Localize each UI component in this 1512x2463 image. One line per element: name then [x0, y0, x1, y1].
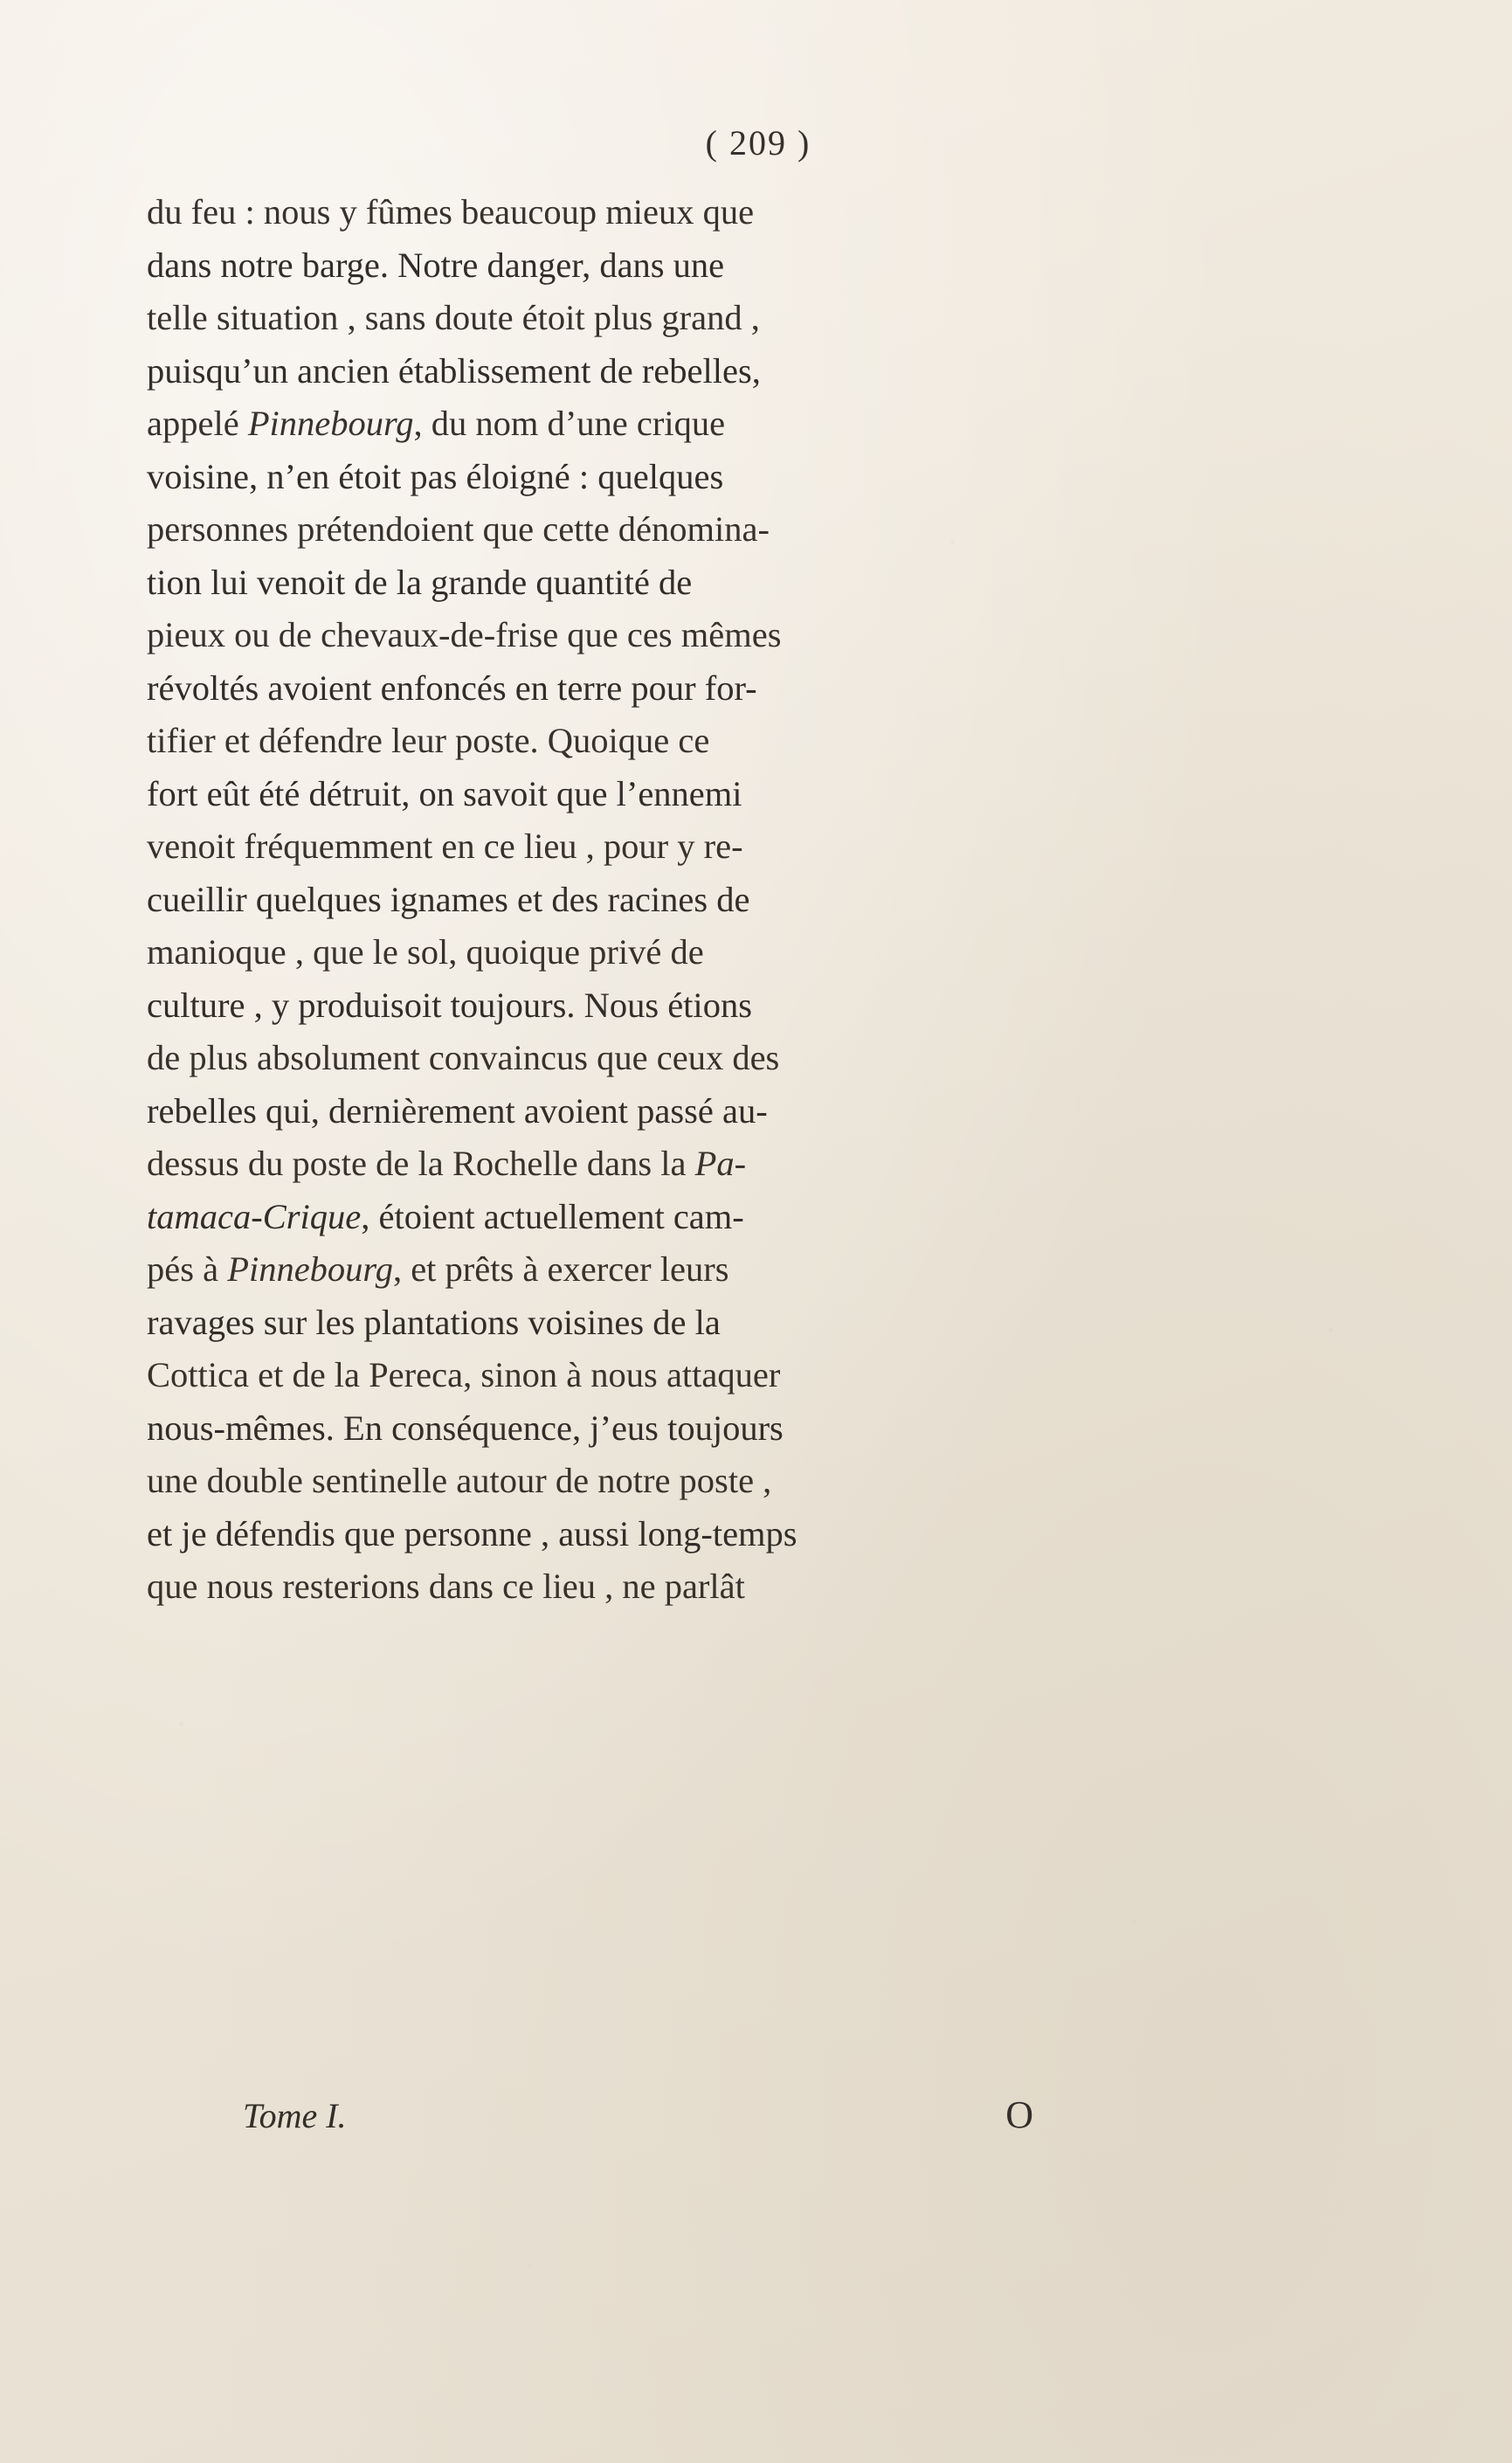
- text-line: et je défendis que personne , aussi long-temps: [147, 1513, 797, 1553]
- text-line: manioque , que le sol, quoique privé de: [147, 932, 704, 972]
- text-line: tamaca-Crique, étoient actuellement cam-: [147, 1196, 744, 1236]
- running-title: Tome I.: [243, 2096, 347, 2135]
- text-line: une double sentinelle autour de notre poste ,: [147, 1461, 772, 1500]
- text-line: fort eût été détruit, on savoit que l’ennemi: [147, 773, 742, 813]
- text-line: culture , y produisoit toujours. Nous étions: [147, 985, 752, 1025]
- text-line: voisine, n’en étoit pas éloigné : quelques: [147, 456, 724, 496]
- text-line: ravages sur les plantations voisines de la: [147, 1302, 721, 1342]
- page-footer: [147, 2093, 1370, 2137]
- text-line: venoit fréquemment en ce lieu , pour y re-: [147, 827, 743, 866]
- text-line: telle situation , sans doute étoit plus grand ,: [147, 298, 760, 337]
- text-line: de plus absolument convaincus que ceux des: [147, 1038, 780, 1077]
- text-line: puisqu’un ancien établissement de rebelles,: [147, 350, 761, 391]
- page-number-header: ( 209 ): [705, 123, 811, 163]
- text-line: cueillir quelques ignames et des racines de: [147, 879, 750, 919]
- text-line: pés à Pinnebourg, et prêts à exercer leurs: [147, 1249, 729, 1289]
- page-text-block: [147, 122, 1370, 1614]
- text-line: que nous resterions dans ce lieu , ne parlât: [147, 1567, 745, 1606]
- text-line: nous-mêmes. En conséquence, j’eus toujours: [147, 1408, 784, 1448]
- text-line: dans notre barge. Notre danger, dans une: [147, 245, 725, 285]
- text-line: appelé Pinnebourg, du nom d’une crique: [147, 404, 726, 443]
- text-line: tion lui venoit de la grande quantité de: [147, 562, 693, 602]
- text-line: dessus du poste de la Rochelle dans la Pa-: [147, 1144, 747, 1183]
- text-line: du feu : nous y fûmes beaucoup mieux que: [147, 192, 755, 232]
- text-line: personnes prétendoient que cette dénomina-: [147, 509, 770, 549]
- text-line: rebelles qui, dernièrement avoient passé au-: [147, 1090, 768, 1131]
- text-line: pieux ou de chevaux-de-frise que ces mêmes: [147, 615, 782, 654]
- catchword: O: [1005, 2093, 1033, 2136]
- text-line: révoltés avoient enfoncés en terre pour for-: [147, 668, 757, 708]
- text-line: tifier et défendre leur poste. Quoique ce: [147, 721, 710, 760]
- text-line: Cottica et de la Pereca, sinon à nous attaquer: [147, 1355, 781, 1394]
